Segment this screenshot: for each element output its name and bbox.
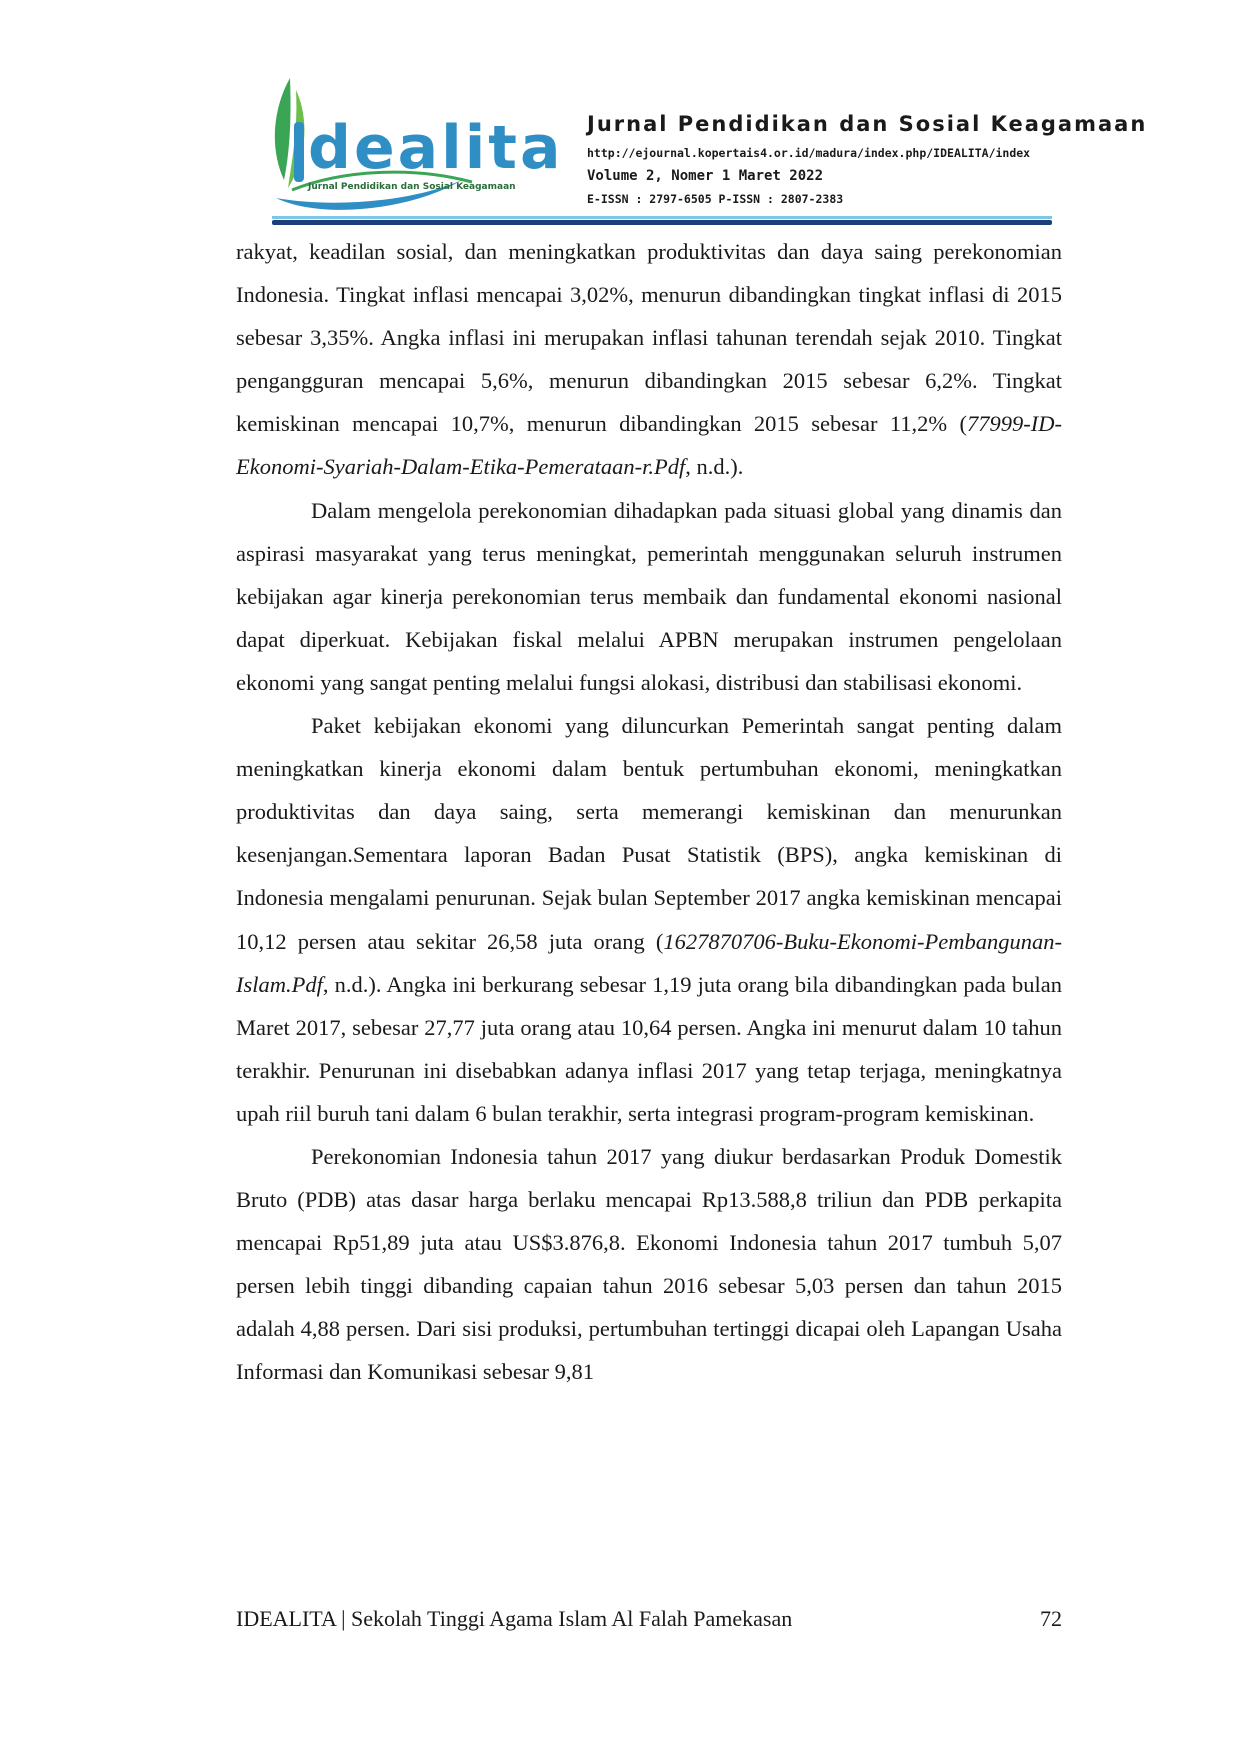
header-rule [272, 220, 1052, 225]
journal-url[interactable]: http://ejournal.kopertais4.or.id/madura/index.php/IDEALITA/index [587, 146, 1031, 160]
paragraph-3 [236, 704, 1062, 1135]
paragraph-1-text-b: , n.d.). [685, 454, 744, 480]
citation-1: 77999-ID-Ekonomi-Syariah-Dalam-Etika-Pemerataan-r.Pdf [236, 411, 1062, 480]
journal-issn: E-ISSN : 2797-6505 P-ISSN : 2807-2383 [587, 192, 844, 206]
citation-2: 1627870706-Buku-Ekonomi-Pembangunan-Islam.Pdf [236, 928, 1062, 997]
footer-text: IDEALITA | Sekolah Tinggi Agama Islam Al Falah Pamekasan [236, 1606, 793, 1631]
journal-info [587, 112, 1148, 206]
journal-title: Jurnal Pendidikan dan Sosial Keagamaan [587, 112, 1148, 136]
page-number: 72 [1040, 1606, 1062, 1631]
paragraph-3-text-a: Paket kebijakan ekonomi yang diluncurkan Pemerintah sangat penting dalam meningkatkan kinerja ekonomi dalam bentuk pertumbuhan ekonomi, meningkatkan produktivitas dan daya saing, serta memerangi kemiskinan dan menurunkan kesenjangan.Sementara laporan Badan Pusat Statistik (BPS), angka kemiskinan di Indonesia mengalami penurunan. Sejak bulan September 2017 angka kemiskinan mencapai 10,12 persen atau sekitar 26,58 juta orang ( [236, 713, 1062, 954]
logo-subtitle: Jurnal Pendidikan dan Sosial Keagamaan [308, 182, 516, 192]
logo-wordmark: dealita [308, 113, 564, 183]
paragraph-4: Perekonomian Indonesia tahun 2017 yang diukur berdasarkan Produk Domestik Bruto (PDB) atas dasar harga berlaku mencapai Rp13.588,8 triliun dan PDB perkapita mencapai Rp51,89 juta atau US$3.876,8. Ekonomi Indonesia tahun 2017 tumbuh 5,07 persen lebih tinggi dibanding capaian tahun 2016 sebesar 5,03 persen dan tahun 2015 adalah 4,88 persen. Dari sisi produksi, pertumbuhan tertinggi dicapai oleh Lapangan Usaha Informasi dan Komunikasi sebesar 9,81 [236, 1143, 1062, 1385]
paragraph-1-text-a: rakyat, keadilan sosial, dan meningkatkan produktivitas dan daya saing perekonomian Indonesia. Tingkat inflasi mencapai 3,02%, menurun dibandingkan tingkat inflasi di 2015 sebesar 3,35%. Angka inflasi ini merupakan inflasi tahunan terendah sejak 2010. Tingkat pengangguran mencapai 5,6%, menurun dibandingkan 2015 sebesar 6,2%. Tingkat kemiskinan mencapai 10,7%, menurun dibandingkan 2015 sebesar 11,2% ( [236, 239, 1062, 437]
paragraph-2: Dalam mengelola perekonomian dihadapkan pada situasi global yang dinamis dan aspirasi masyarakat yang terus meningkat, pemerintah menggunakan seluruh instrumen kebijakan agar kinerja perekonomian terus membaik dan fundamental ekonomi nasional dapat diperkuat. Kebijakan fiskal melalui APBN merupakan instrumen pengelolaan ekonomi yang sangat penting melalui fungsi alokasi, distribusi dan stabilisasi ekonomi. [236, 497, 1062, 695]
journal-volume: Volume 2, Nomer 1 Maret 2022 [587, 168, 824, 184]
article-body [236, 230, 1062, 1394]
journal-header [262, 70, 1148, 230]
paragraph-1 [236, 230, 1062, 489]
paragraph-3-text-b: , n.d.). Angka ini berkurang sebesar 1,19 juta orang bila dibandingkan pada bulan Maret 2017, sebesar 27,77 juta orang atau 10,64 persen. Angka ini menurut dalam 10 tahun terakhir. Penurunan ini disebabkan adanya inflasi 2017 yang tetap terjaga, meningkatnya upah riil buruh tani dalam 6 bulan terakhir, serta integrasi program-program kemiskinan. [236, 971, 1062, 1126]
journal-logo [262, 70, 564, 220]
header-rule-light [272, 216, 1052, 219]
